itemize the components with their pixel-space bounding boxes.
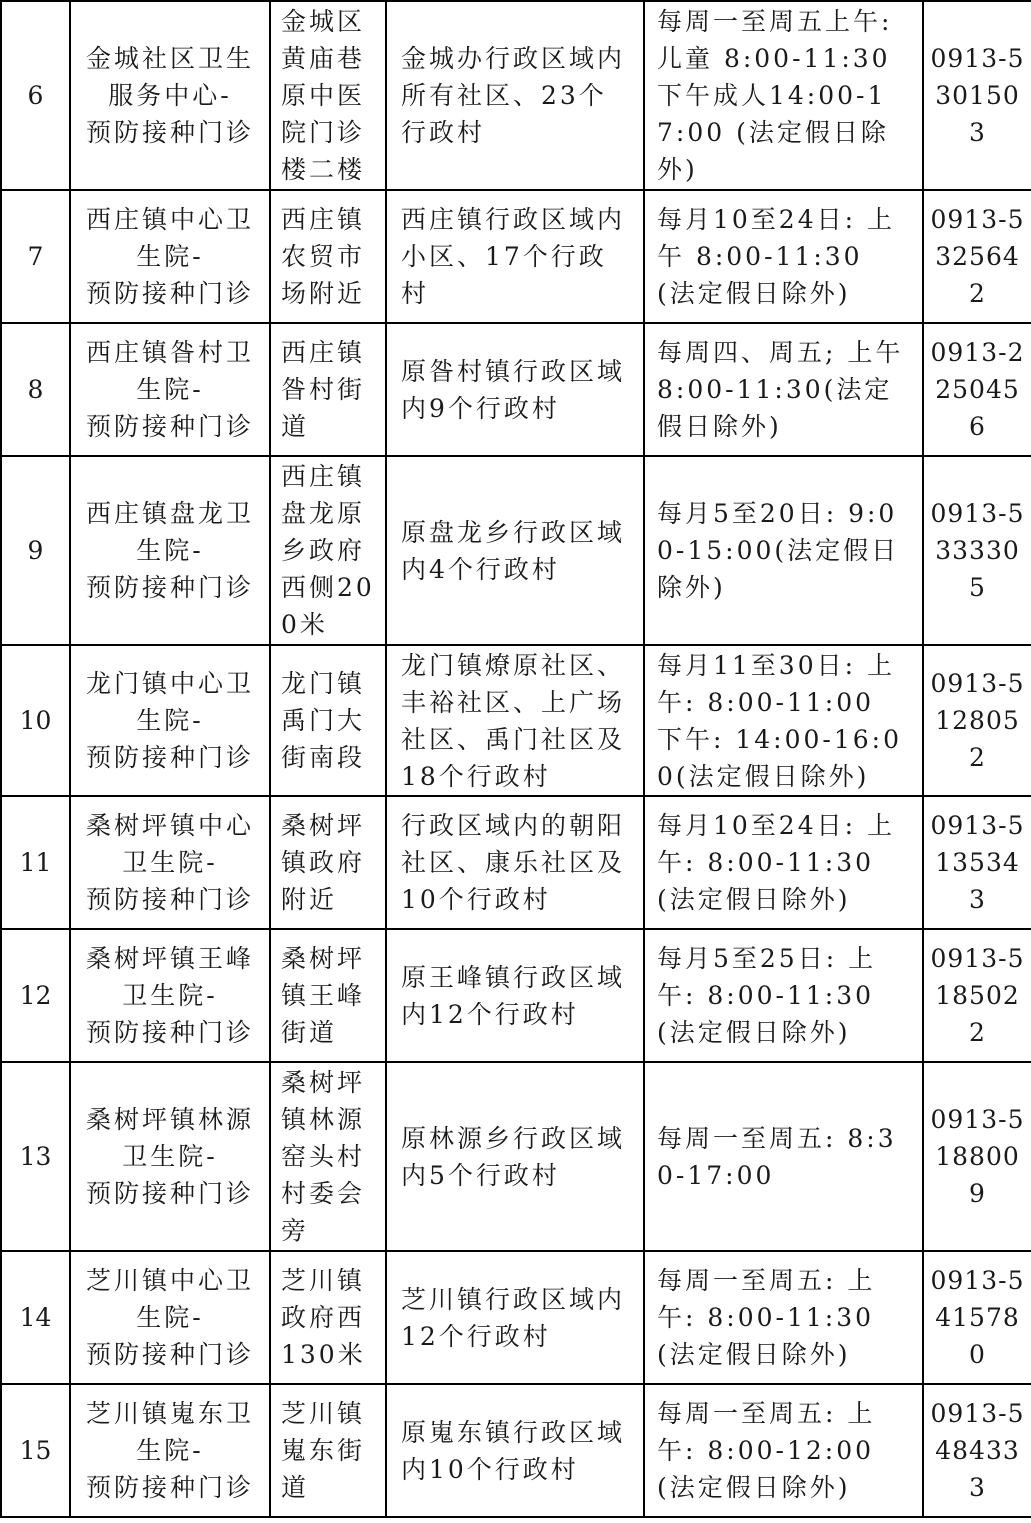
service-area: 原王峰镇行政区域内12个行政村 xyxy=(386,929,644,1062)
clinic-name-line: 卫生院- xyxy=(122,981,218,1010)
clinic-name-line: 预防接种门诊 xyxy=(85,1018,254,1047)
contact-phone: 0913-5128052 xyxy=(923,645,1031,796)
clinic-name-line: 桑树坪镇中心 xyxy=(85,811,254,840)
clinic-address: 西庄镇昝村街道 xyxy=(270,323,386,456)
contact-phone: 0913-5301503 xyxy=(923,1,1031,190)
row-number: 8 xyxy=(1,323,70,456)
clinic-name xyxy=(70,1251,270,1384)
clinic-address: 金城区黄庙巷原中医院门诊楼二楼 xyxy=(270,1,386,190)
row-number: 14 xyxy=(1,1251,70,1384)
clinic-address: 芝川镇嵬东街道 xyxy=(270,1384,386,1517)
clinic-name xyxy=(70,1,270,190)
table-row xyxy=(1,1062,1031,1251)
clinic-name xyxy=(70,323,270,456)
service-hours: 每周一至周五: 8:30-17:00 xyxy=(644,1062,923,1251)
clinic-name-line: 西庄镇昝村卫 xyxy=(85,338,254,367)
service-hours: 每月11至30日: 上午: 8:00-11:00 下午: 14:00-16:00(法定假日除外) xyxy=(644,645,923,796)
service-hours: 每月5至20日: 9:00-15:00(法定假日除外) xyxy=(644,456,923,645)
clinic-name xyxy=(70,190,270,323)
service-area: 原林源乡行政区域内5个行政村 xyxy=(386,1062,644,1251)
clinic-name-line: 桑树坪镇林源 xyxy=(85,1105,254,1134)
clinic-name-line: 服务中心- xyxy=(108,81,232,110)
service-area: 金城办行政区域内所有社区、23个行政村 xyxy=(386,1,644,190)
table-row xyxy=(1,645,1031,796)
service-area: 原盘龙乡行政区域内4个行政村 xyxy=(386,456,644,645)
clinic-name xyxy=(70,796,270,929)
service-area: 龙门镇燎原社区、丰裕社区、上广场社区、禹门社区及18个行政村 xyxy=(386,645,644,796)
table-row xyxy=(1,796,1031,929)
service-hours: 每周一至周五: 上午: 8:00-12:00 (法定假日除外) xyxy=(644,1384,923,1517)
clinic-name xyxy=(70,456,270,645)
row-number: 6 xyxy=(1,1,70,190)
row-number: 7 xyxy=(1,190,70,323)
clinic-name-line: 金城社区卫生 xyxy=(85,44,254,73)
clinic-name-line: 芝川镇中心卫 xyxy=(85,1266,254,1295)
service-hours: 每周一至周五上午: 儿童 8:00-11:30 下午成人14:00-17:00 (法定假日除外) xyxy=(644,1,923,190)
row-number: 9 xyxy=(1,456,70,645)
service-hours: 每月10至24日: 上午 8:00-11:30 (法定假日除外) xyxy=(644,190,923,323)
clinic-address: 龙门镇禹门大街南段 xyxy=(270,645,386,796)
table-row xyxy=(1,1251,1031,1384)
contact-phone: 0913-5135343 xyxy=(923,796,1031,929)
clinic-name-line: 西庄镇中心卫 xyxy=(85,205,254,234)
table-row xyxy=(1,1384,1031,1517)
service-area: 芝川镇行政区域内12个行政村 xyxy=(386,1251,644,1384)
clinic-address: 桑树坪镇林源窑头村村委会旁 xyxy=(270,1062,386,1251)
clinic-name-line: 卫生院- xyxy=(122,1142,218,1171)
clinic-name-line: 预防接种门诊 xyxy=(85,1473,254,1502)
service-hours: 每周四、周五; 上午8:00-11:30(法定假日除外) xyxy=(644,323,923,456)
table-row xyxy=(1,456,1031,645)
table-row xyxy=(1,1,1031,190)
clinic-name-line: 龙门镇中心卫 xyxy=(85,669,254,698)
row-number: 15 xyxy=(1,1384,70,1517)
clinic-name xyxy=(70,645,270,796)
contact-phone: 0913-5333305 xyxy=(923,456,1031,645)
clinic-name-line: 预防接种门诊 xyxy=(85,1340,254,1369)
contact-phone: 0913-2250456 xyxy=(923,323,1031,456)
clinic-name-line: 预防接种门诊 xyxy=(85,1179,254,1208)
table-row xyxy=(1,190,1031,323)
clinic-address: 西庄镇农贸市场附近 xyxy=(270,190,386,323)
service-hours: 每月10至24日: 上午: 8:00-11:30 (法定假日除外) xyxy=(644,796,923,929)
service-area: 西庄镇行政区域内小区、17个行政村 xyxy=(386,190,644,323)
clinic-name xyxy=(70,929,270,1062)
table-row xyxy=(1,929,1031,1062)
clinic-name-line: 生院- xyxy=(136,375,204,404)
clinic-address: 桑树坪镇政府附近 xyxy=(270,796,386,929)
clinic-name-line: 预防接种门诊 xyxy=(85,412,254,441)
clinic-name-line: 生院- xyxy=(136,1436,204,1465)
clinic-name xyxy=(70,1384,270,1517)
clinic-name xyxy=(70,1062,270,1251)
service-hours: 每周一至周五: 上午: 8:00-11:30 (法定假日除外) xyxy=(644,1251,923,1384)
clinic-name-line: 预防接种门诊 xyxy=(85,118,254,147)
clinic-name-line: 预防接种门诊 xyxy=(85,279,254,308)
clinic-address: 桑树坪镇王峰街道 xyxy=(270,929,386,1062)
table-row xyxy=(1,323,1031,456)
row-number: 13 xyxy=(1,1062,70,1251)
contact-phone: 0913-5325642 xyxy=(923,190,1031,323)
service-hours: 每月5至25日: 上午: 8:00-11:30(法定假日除外) xyxy=(644,929,923,1062)
clinic-name-line: 桑树坪镇王峰 xyxy=(85,944,254,973)
row-number: 11 xyxy=(1,796,70,929)
clinic-name-line: 生院- xyxy=(136,242,204,271)
clinic-name-line: 生院- xyxy=(136,536,204,565)
service-area: 行政区域内的朝阳社区、康乐社区及10个行政村 xyxy=(386,796,644,929)
clinic-name-line: 预防接种门诊 xyxy=(85,573,254,602)
clinic-address: 西庄镇盘龙原乡政府西侧200米 xyxy=(270,456,386,645)
service-area: 原嵬东镇行政区域内10个行政村 xyxy=(386,1384,644,1517)
clinic-name-line: 生院- xyxy=(136,706,204,735)
clinic-name-line: 卫生院- xyxy=(122,848,218,877)
clinic-name-line: 芝川镇嵬东卫 xyxy=(85,1399,254,1428)
clinic-name-line: 生院- xyxy=(136,1303,204,1332)
row-number: 10 xyxy=(1,645,70,796)
contact-phone: 0913-5188009 xyxy=(923,1062,1031,1251)
contact-phone: 0913-5415780 xyxy=(923,1251,1031,1384)
clinic-name-line: 西庄镇盘龙卫 xyxy=(85,499,254,528)
clinic-address: 芝川镇政府西130米 xyxy=(270,1251,386,1384)
contact-phone: 0913-5185022 xyxy=(923,929,1031,1062)
row-number: 12 xyxy=(1,929,70,1062)
service-area: 原昝村镇行政区域内9个行政村 xyxy=(386,323,644,456)
contact-phone: 0913-5484333 xyxy=(923,1384,1031,1517)
clinic-name-line: 预防接种门诊 xyxy=(85,885,254,914)
clinic-name-line: 预防接种门诊 xyxy=(85,743,254,772)
